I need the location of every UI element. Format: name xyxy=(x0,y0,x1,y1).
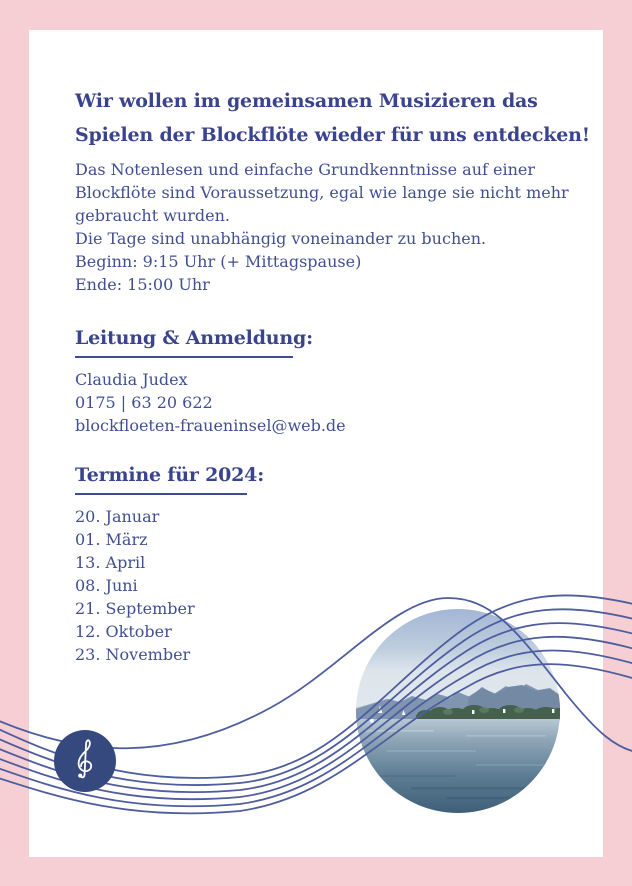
contact-email: blockfloeten-fraueninsel@web.de xyxy=(75,416,346,435)
section-heading-termine: Termine für 2024: xyxy=(75,464,265,486)
intro-line: Das Notenlesen und einfache Grundkenntnisse auf einer xyxy=(75,160,536,179)
date-item: 23. November xyxy=(75,645,191,664)
intro-line: gebraucht wurden. xyxy=(75,206,230,225)
date-item: 13. April xyxy=(75,553,146,572)
heading-underline xyxy=(75,356,293,358)
lake-photo xyxy=(356,609,560,813)
flyer-title-line2: Spielen der Blockflöte wieder für uns entdecken! xyxy=(75,124,590,146)
heading-underline xyxy=(75,493,247,495)
flyer-title xyxy=(75,84,595,152)
intro-paragraph xyxy=(75,158,575,296)
contact-name: Claudia Judex xyxy=(75,370,188,389)
intro-line: Die Tage sind unabhängig voneinander zu buchen. xyxy=(75,229,487,248)
contact-block xyxy=(75,368,346,437)
section-heading-leitung: Leitung & Anmeldung: xyxy=(75,327,313,349)
intro-line: Ende: 15:00 Uhr xyxy=(75,275,210,294)
dates-list xyxy=(75,505,195,666)
intro-line: Blockflöte sind Voraussetzung, egal wie lange sie nicht mehr xyxy=(75,183,569,202)
flyer-title-line1: Wir wollen im gemeinsamen Musizieren das xyxy=(75,90,538,112)
treble-clef-badge xyxy=(54,730,116,792)
date-item: 21. September xyxy=(75,599,195,618)
date-item: 20. Januar xyxy=(75,507,160,526)
date-item: 12. Oktober xyxy=(75,622,172,641)
intro-line: Beginn: 9:15 Uhr (+ Mittagspause) xyxy=(75,252,362,271)
contact-phone: 0175 | 63 20 622 xyxy=(75,393,213,412)
date-item: 01. März xyxy=(75,530,148,549)
date-item: 08. Juni xyxy=(75,576,138,595)
